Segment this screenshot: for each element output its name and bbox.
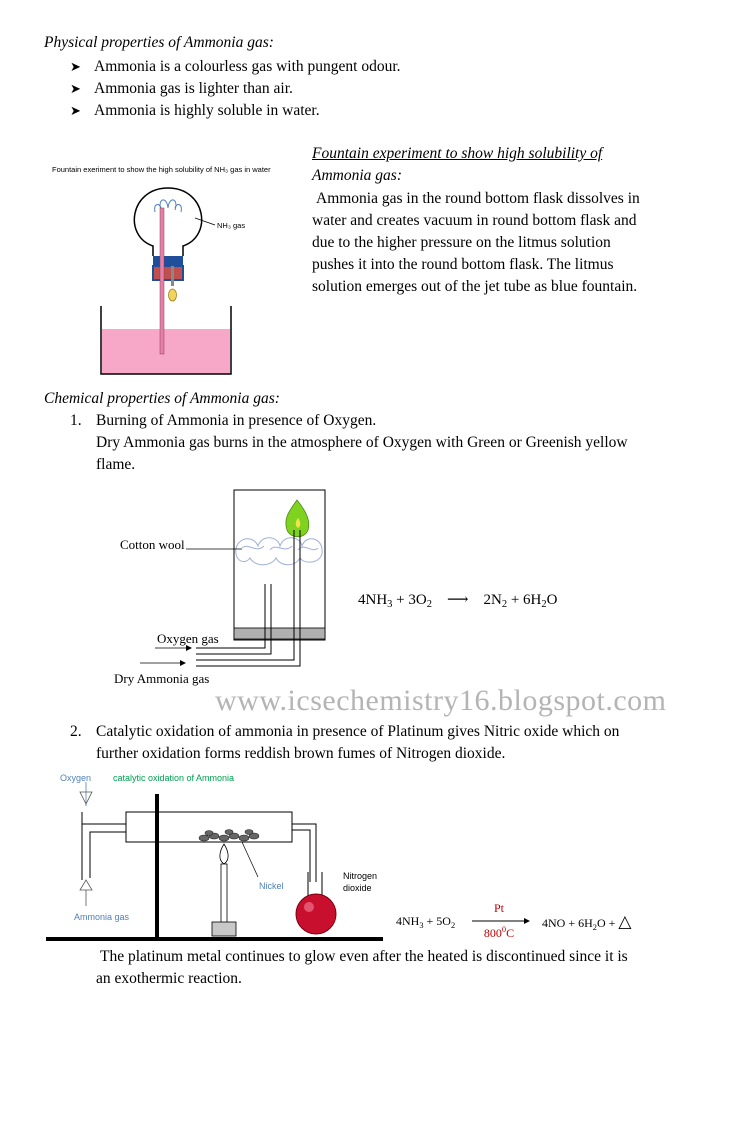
physical-heading: Physical properties of Ammonia gas: [44, 34, 274, 51]
paragraph-line: an exothermic reaction. [96, 970, 242, 987]
catalyst-pieces [199, 830, 259, 842]
catalytic-products [542, 912, 631, 932]
eq-subscript: 2 [426, 599, 432, 610]
burner-tube [221, 864, 227, 924]
green-flame [286, 500, 309, 537]
item-line: flame. [96, 456, 136, 473]
litmus-solution [102, 329, 230, 374]
ammonia-arrow-head [180, 660, 186, 666]
outlet-pipe-inner [292, 830, 310, 882]
eq-subscript: 2 [592, 923, 597, 932]
physical-bullet-list [70, 56, 401, 122]
eq-term: + 6H [507, 592, 542, 608]
eq-term: O [546, 592, 558, 608]
nitrogen-label: Nitrogen [343, 871, 378, 881]
paragraph-line: water and creates vacuum in round bottom flask and [312, 212, 637, 229]
fountain-heading-line2: Ammonia gas: [312, 167, 402, 184]
item-number: 2. [70, 723, 82, 740]
cotton-wool-label: Cotton wool [120, 537, 185, 552]
blog-watermark: www.icsechemistry16.blogspot.com [215, 684, 667, 717]
eq-term: 4NH [358, 592, 388, 608]
reaction-arrow-icon: ⟶ [446, 592, 469, 608]
burning-equation [358, 590, 557, 609]
paragraph-line: solution emerges out of the jet tube as blue fountain. [312, 278, 638, 295]
paragraph-line: Ammonia gas in the round bottom flask dissolves in [316, 190, 640, 207]
nitrogen-dioxide-flask [296, 894, 336, 934]
closing-paragraph [96, 946, 628, 990]
item-line: Catalytic oxidation of ammonia in presence of Platinum gives Nitric oxide which on [96, 723, 620, 740]
temp-degree: 0 [501, 925, 507, 934]
eq-subscript: 2 [501, 599, 508, 610]
nickel-label: Nickel [259, 881, 284, 891]
arrow-bullet-icon: ➤ [70, 103, 81, 118]
cotton-wool [236, 538, 322, 565]
item-1 [70, 410, 628, 476]
fountain-diagram [95, 178, 240, 378]
temperature-label [470, 926, 528, 941]
fountain-paragraph [312, 188, 640, 298]
item-line: further oxidation forms reddish brown fumes of Nitrogen dioxide. [96, 745, 506, 762]
jet-tube [160, 208, 164, 354]
item-number: 1. [70, 412, 82, 429]
item-2 [70, 721, 620, 765]
ammonia-gas-label: Ammonia gas [74, 912, 130, 922]
catalytic-equation [396, 914, 455, 929]
inlet-pipe-upper [82, 812, 126, 824]
eq-term: 2N [483, 592, 502, 608]
paragraph-line: The platinum metal continues to glow even after the heated is discontinued since it is [100, 948, 628, 965]
eq-term: + 3O [392, 592, 427, 608]
temp-value: 800 [483, 926, 502, 940]
flask-highlight [304, 902, 314, 912]
eq-subscript: 2 [541, 599, 547, 610]
eq-subscript: 3 [419, 921, 424, 930]
arrow-bullet-icon: ➤ [70, 59, 81, 74]
ammonia-inlet-arrow [80, 880, 92, 890]
nh3-gas-label: NH₃ gas [217, 221, 246, 230]
oxygen-gas-label: Oxygen gas [157, 631, 219, 646]
nickel-pointer [242, 842, 258, 877]
eq-subscript: 2 [450, 921, 456, 930]
bullet-text: Ammonia is highly soluble in water. [94, 102, 320, 119]
round-bottom-flask [134, 188, 201, 256]
item-line: Dry Ammonia gas burns in the atmosphere of Oxygen with Green or Greenish yellow [96, 434, 628, 451]
perforated-plate [234, 628, 325, 639]
list-item [70, 56, 401, 78]
eq-term: 4NH [396, 914, 420, 928]
fountain-heading: Fountain experiment to show high solubility of [312, 145, 603, 162]
base-stand [46, 937, 383, 941]
stopper-lower [153, 266, 183, 280]
arrow-bullet-icon: ➤ [70, 81, 81, 96]
eq-term: 4NO + 6H [542, 916, 593, 930]
fountain-diagram-title: Fountain exeriment to show the high solubility of NH₃ gas in water [52, 165, 271, 174]
temp-unit: C [506, 926, 515, 940]
paragraph-line: due to the higher pressure on the litmus solution [312, 234, 611, 251]
eq-term: O + [596, 916, 619, 930]
list-item [70, 78, 401, 100]
dry-ammonia-label: Dry Ammonia gas [114, 671, 210, 686]
dropper-bulb [169, 289, 177, 301]
burner-base [212, 922, 236, 936]
oxygen-label: Oxygen [60, 773, 92, 783]
catalytic-title: catalytic oxidation of Ammonia [113, 773, 235, 783]
dioxide-label: dioxide [343, 883, 372, 893]
bullet-text: Ammonia is a colourless gas with pungent odour. [94, 58, 401, 75]
retort-stand [155, 794, 159, 939]
combustion-chamber [234, 490, 325, 640]
chemical-heading: Chemical properties of Ammonia gas: [44, 390, 280, 407]
catalyst-label: Pt [493, 901, 504, 915]
inlet-pipe-lower [90, 832, 126, 878]
burner-flame [220, 844, 228, 864]
bullet-text: Ammonia gas is lighter than air. [94, 80, 293, 97]
item-title: Burning of Ammonia in presence of Oxygen. [96, 412, 377, 429]
stopper [153, 256, 183, 266]
paragraph-line: pushes it into the round bottom flask. The litmus [312, 256, 614, 273]
eq-term: + 5O [423, 914, 451, 928]
dropper-tube [171, 266, 174, 286]
eq-subscript: 3 [387, 599, 393, 610]
heat-delta-icon: △ [618, 912, 632, 931]
list-item [70, 100, 401, 122]
outlet-pipe [292, 824, 316, 882]
